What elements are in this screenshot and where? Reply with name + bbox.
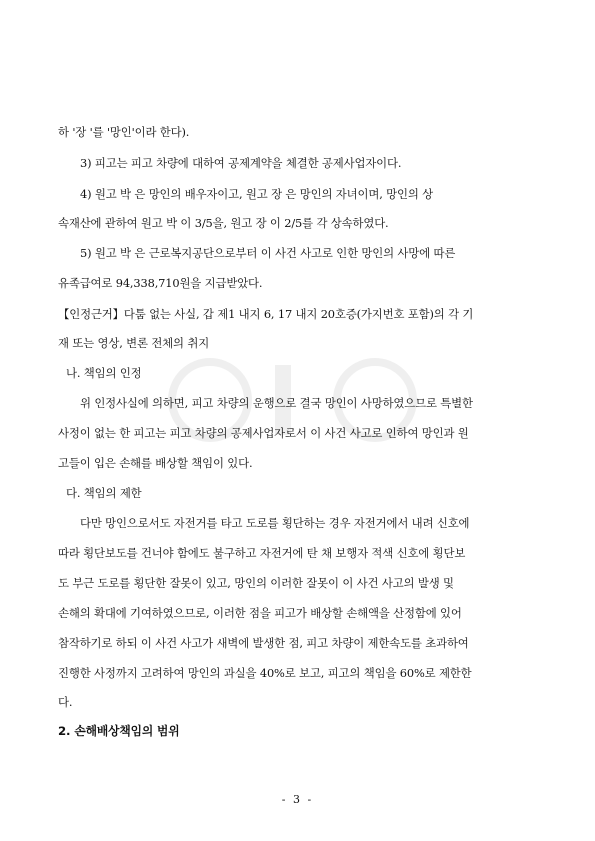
text-line: 따라 횡단보도를 건너야 함에도 불구하고 자전거에 탄 채 보행자 적색 신호에 횡단보 xyxy=(58,546,466,560)
page-number: - 3 - xyxy=(281,793,314,806)
text-line: 손해의 확대에 기여하였으므로, 이러한 점을 피고가 배상할 손해액을 산정함에 있어 xyxy=(58,606,462,620)
text-line: 속재산에 관하여 원고 박 이 3/5을, 원고 장 이 2/5를 각 상속하였다. xyxy=(58,216,389,230)
text-line: 하 '장 '를 '망인'이라 한다). xyxy=(58,125,190,139)
text-line: 유족급여로 94,338,710원을 지급받았다. xyxy=(58,276,263,290)
text-line: 진행한 사정까지 고려하여 망인의 과실을 40%로 보고, 피고의 책임을 60%로 제한한 xyxy=(58,666,472,680)
subsection-heading: 다. 책임의 제한 xyxy=(66,486,142,500)
text-line: 4) 원고 박 은 망인의 배우자이고, 원고 장 은 망인의 자녀이며, 망인의 상 xyxy=(80,187,434,201)
text-line: 3) 피고는 피고 차량에 대하여 공제계약을 체결한 공제사업자이다. xyxy=(80,156,402,170)
text-line: 위 인정사실에 의하면, 피고 차량의 운행으로 결국 망인이 사망하였으므로 특별한 xyxy=(80,396,473,410)
text-line: 【인정근거】다툼 없는 사실, 갑 제1 내지 6, 17 내지 20호증(가지번호 포함)의 각 기 xyxy=(58,307,474,321)
text-line: 5) 원고 박 은 근로복지공단으로부터 이 사건 사고로 인한 망인의 사망에 따른 xyxy=(80,246,456,260)
text-line: 고들이 입은 손해를 배상할 책임이 있다. xyxy=(58,456,253,470)
text-line: 재 또는 영상, 변론 전체의 취지 xyxy=(58,336,210,350)
text-line: 참작하기로 하되 이 사건 사고가 새벽에 발생한 점, 피고 차량이 제한속도를 초과하여 xyxy=(58,636,469,650)
text-line: 도 부근 도로를 횡단한 잘못이 있고, 망인의 이러한 잘못이 이 사건 사고의 발생 및 xyxy=(58,576,454,590)
text-line: 다만 망인으로서도 자전거를 타고 도로를 횡단하는 경우 자전거에서 내려 신호에 xyxy=(80,516,470,530)
text-line: 사정이 없는 한 피고는 피고 차량의 공제사업자로서 이 사건 사고로 인하여 망인과 원 xyxy=(58,426,469,440)
subsection-heading: 나. 책임의 인정 xyxy=(66,366,142,380)
section-heading: 2. 손해배상책임의 범위 xyxy=(58,724,180,738)
text-line: 다. xyxy=(58,695,73,709)
